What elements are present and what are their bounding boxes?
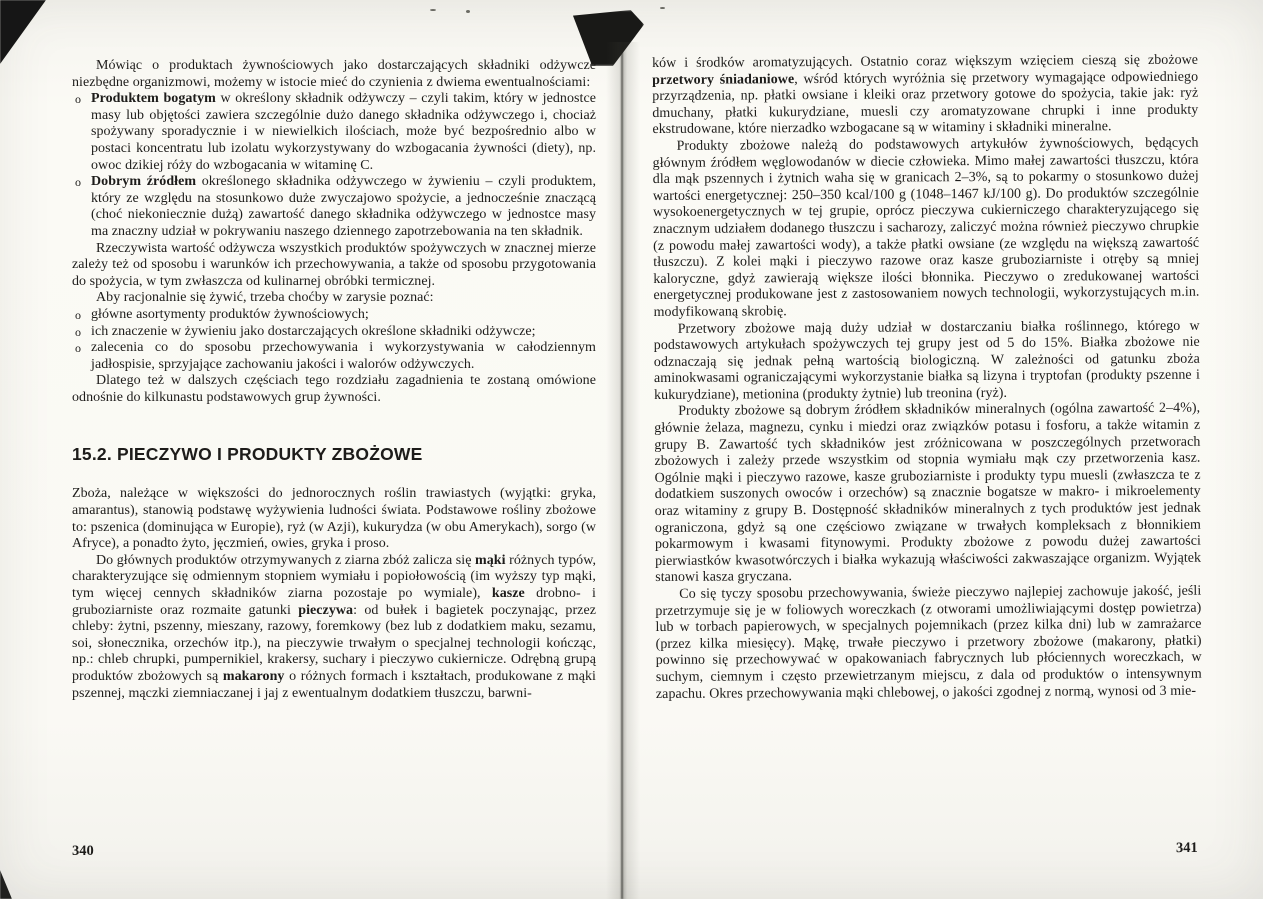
bullet-marker: o <box>75 307 82 322</box>
bullet-marker: o <box>75 92 82 107</box>
paragraph: Dlatego też w dalszych częściach tego rozdziału zagadnienia te zostaną omówione odnośnie do kilkunastu podstawowych grup żywności. <box>72 373 596 405</box>
paragraph: Aby racjonalnie się żywić, trzeba choćby w zarysie poznać: <box>96 290 434 306</box>
paragraph: Zboża, należące w większości do jednorocznych roślin trawiastych (wyjątki: gryka, amarantus), stanowią podstawę wyżywienia ludności świata. Podstawowe rośliny zbożowe to: pszenica (dominująca w Europie), ryż (w Azji), kukurydza (w obu Amerykach), sorgo (w Afryce), a ponadto żyto, jęczmień, owies, gryka i proso. <box>72 486 596 552</box>
paragraph: Przetwory zbożowe mają duży udział w dostarczaniu białka roślinnego, którego w podstawowych artykułach spożywczych tej grupy jest od 5 do 15%. Białka zbożowe nie odznaczają się jednak pełną wartością biologiczną. W zależności od gatunku zboża aminokwasami ograniczającymi wykorzystanie białka są lizyna i tryptofan (produkty pszenne i kukurydziane), metionina (produkty żytnie) lub treonina (ryż). <box>653 318 1201 403</box>
paragraph: Produkty zbożowe są dobrym źródłem składników mineralnych (ogólna zawartość 2–4%), głównie żelaza, magnezu, cynku i miedzi oraz związków potasu i fosforu, a także witamin z grupy B. Zawartość tych składników jest zróżnicowana w poszczególnych przetworach zbożowych i zależy przede wszystkim od stopnia wymiału mąk czy przetworzenia kasz. Ogólnie mąki i pieczywo razowe, kasze gruboziarniste i produkty typu muesli (zwłaszcza te z dodatkiem suszonych owoców i orzechów) są znacznie bogatsze w makro- i mikroelementy oraz witaminy z grupy B. Dostępność składników mineralnych z tych produktów jest jednak ograniczona, gdyż są one częściowo związane w trwałych kompleksach z błonnikiem pokarmowym i kwasami fitynowymi. Produkty zbożowe z powodu dużej zawartości pierwiastków kwasotwórczych i białka wykazują właściwości zakwaszające organizm. Wyjątek stanowi kasza gryczana. <box>654 401 1202 586</box>
scan-speck <box>466 10 470 13</box>
page-gutter-shadow <box>606 42 640 899</box>
right-page-content <box>652 53 1202 703</box>
scan-artifact-corner-bottom-left <box>0 870 12 899</box>
paragraph: ków i środków aromatyzujących. Ostatnio coraz większym wzięciem cieszą się zbożowe przetwory śniadaniowe, wśród których wyróżnia się przetwory wymagające odpowiedniego przyrządzenia, np. płatki owsiane i kleiki oraz przetwory gotowe do spożycia, takie jak: ryż dmuchany, płatki kukurydziane, muesli czy aromatyzowane chrupki i inne produkty ekstrudowane, które nierzadko wzbogacane są w witaminy i składniki mineralne. <box>652 52 1199 138</box>
bullet-item <box>72 340 596 373</box>
bullet-text: zalecenia co do sposobu przechowywania i wykorzystywania w całodziennym jadłospisie, sprzyjające zachowaniu jakości i walorów odżywczych. <box>91 340 596 372</box>
page-gutter-line <box>621 52 623 899</box>
bullet-item <box>72 324 596 341</box>
paragraph: Produkty zbożowe należą do podstawowych artykułów żywnościowych, będących głównym źródłem węglowodanów w diecie człowieka. Mimo małej zawartości tłuszczu, która dla mąk pszennych i żytnich waha się w granicach 2–3%, są to pokarmy o stosunkowo dużej wartości energetycznej: 250–350 kcal/100 g (1048–1467 kJ/100 g). Do produktów szczególnie wysokoenergetycznych w tej grupie, oprócz pieczywa cukierniczego charakteryzującego się znacznym udziałem dodanego tłuszczu i sacharozy, zaliczyć można również pieczywo chrupkie (z powodu małej zawartości wody), a także płatki owsiane (ze względu na większą zawartość tłuszczu). Z kolei mąki i pieczywo razowe oraz kasze gruboziarniste i otręby są mniej kaloryczne, gdyż zawierają większe ilości błonnika. Pieczywo o zredukowanej wartości energetycznej produkowane jest z zastosowaniem nowych technologii, wykorzystujących m.in. modyfikowaną skrobię. <box>652 135 1200 320</box>
left-page-content <box>72 58 596 702</box>
scan-speck <box>660 7 665 9</box>
scan-speck <box>430 9 436 11</box>
bullet-text: Produktem bogatym w określony składnik odżywczy – czyli takim, który w jednostce masy lub objętości zawiera szczególnie dużo danego składnika odżywczego i, chociaż spożywany sporadycznie i w niewielkich ilościach, może być bezpośrednio albo w postaci koncentratu lub izolatu wykorzystywany do wzbogacania żywności (diety), np. owoc dzikiej róży do wzbogacania w witaminę C. <box>91 91 596 173</box>
paragraph: Do głównych produktów otrzymywanych z ziarna zbóż zalicza się mąki różnych typów, charakteryzujące się odmiennym stopniem wymiału i popiołowością (im wyższy typ mąki, tym więcej cennych składników ziarna pozostaje po wymiale), kasze drobno- i gruboziarniste oraz rozmaite gatunki pieczywa: od bułek i bagietek poczynając, przez chleby: żytni, pszenny, mieszany, razowy, foremkowy (bez lub z dodatkiem maku, sezamu, soi, słonecznika, orzechów itp.), na pieczywie trwałym o specjalnej technologii kończąc, np.: chleb chrupki, pumpernikiel, krakersy, suchary i pieczywo cukiernicze. Odrębną grupą produktów zbożowych są makarony o różnych formach i kształtach, produkowane z mąki pszennej, mączki ziemniaczanej i jaj z ewentualnym dodatkiem tłuszczu, barwni- <box>72 552 596 701</box>
bullet-item <box>72 307 596 324</box>
bullet-marker: o <box>75 341 82 356</box>
bullet-text: Dobrym źródłem określonego składnika odżywczego w żywieniu – czyli produktem, który ze względu na stosunkowo duże zwyczajowo spożycie, a jednocześnie znaczącą (choć niekoniecznie dużą) zawartość danego składnika odżywczego w jednostce masy ma znaczny udział w pokrywaniu naszego dziennego zapotrzebowania na ten składnik. <box>91 174 596 239</box>
bullet-marker: o <box>75 324 82 339</box>
scan-artifact-corner-top-left <box>0 0 46 64</box>
paragraph: Rzeczywista wartość odżywcza wszystkich produktów spożywczych w znacznej mierze zależy też od sposobu i warunków ich przechowywania, a także od sposobu przygotowania do spożycia, w tym zwłaszcza od kulinarnej obróbki termicznej. <box>72 240 596 289</box>
paragraph: Co się tyczy sposobu przechowywania, świeże pieczywo najlepiej zachowuje jakość, jeśli przetrzymuje się je w foliowych woreczkach (z otworami umożliwiającymi dostęp powietrza) lub w torbach papierowych, w specjalnych pojemnikach (przez kilka dni) lub w zamrażarce (przez kilka miesięcy). Mąkę, trwałe pieczywo i przetwory zbożowe (makarony, płatki) powinno się przechowywać w opakowaniach fabrycznych lub płóciennych woreczkach, w suchym, ciemnym i często przewietrzanym miejscu, z dala od produktów o intensywnym zapachu. Okres przechowywania mąki chlebowej, o jakości zgodnej z normą, wynosi od 3 mie- <box>655 583 1202 702</box>
bullet-item <box>72 91 596 174</box>
left-page-number: 340 <box>72 843 94 859</box>
bullet-text: ich znaczenie w żywieniu jako dostarczających określone składniki odżywcze; <box>91 323 536 339</box>
right-page-number: 341 <box>1175 839 1198 857</box>
bullet-marker: o <box>75 175 82 190</box>
paragraph: Mówiąc o produktach żywnościowych jako dostarczających składniki odżywcze niezbędne organizmowi, możemy w istocie mieć do czynienia z dwiema ewentualnościami: <box>72 58 596 90</box>
bullet-item <box>72 174 596 240</box>
bullet-text: główne asortymenty produktów żywnościowych; <box>91 306 369 322</box>
section-heading: 15.2. PIECZYWO I PRODUKTY ZBOŻOWE <box>72 444 423 465</box>
